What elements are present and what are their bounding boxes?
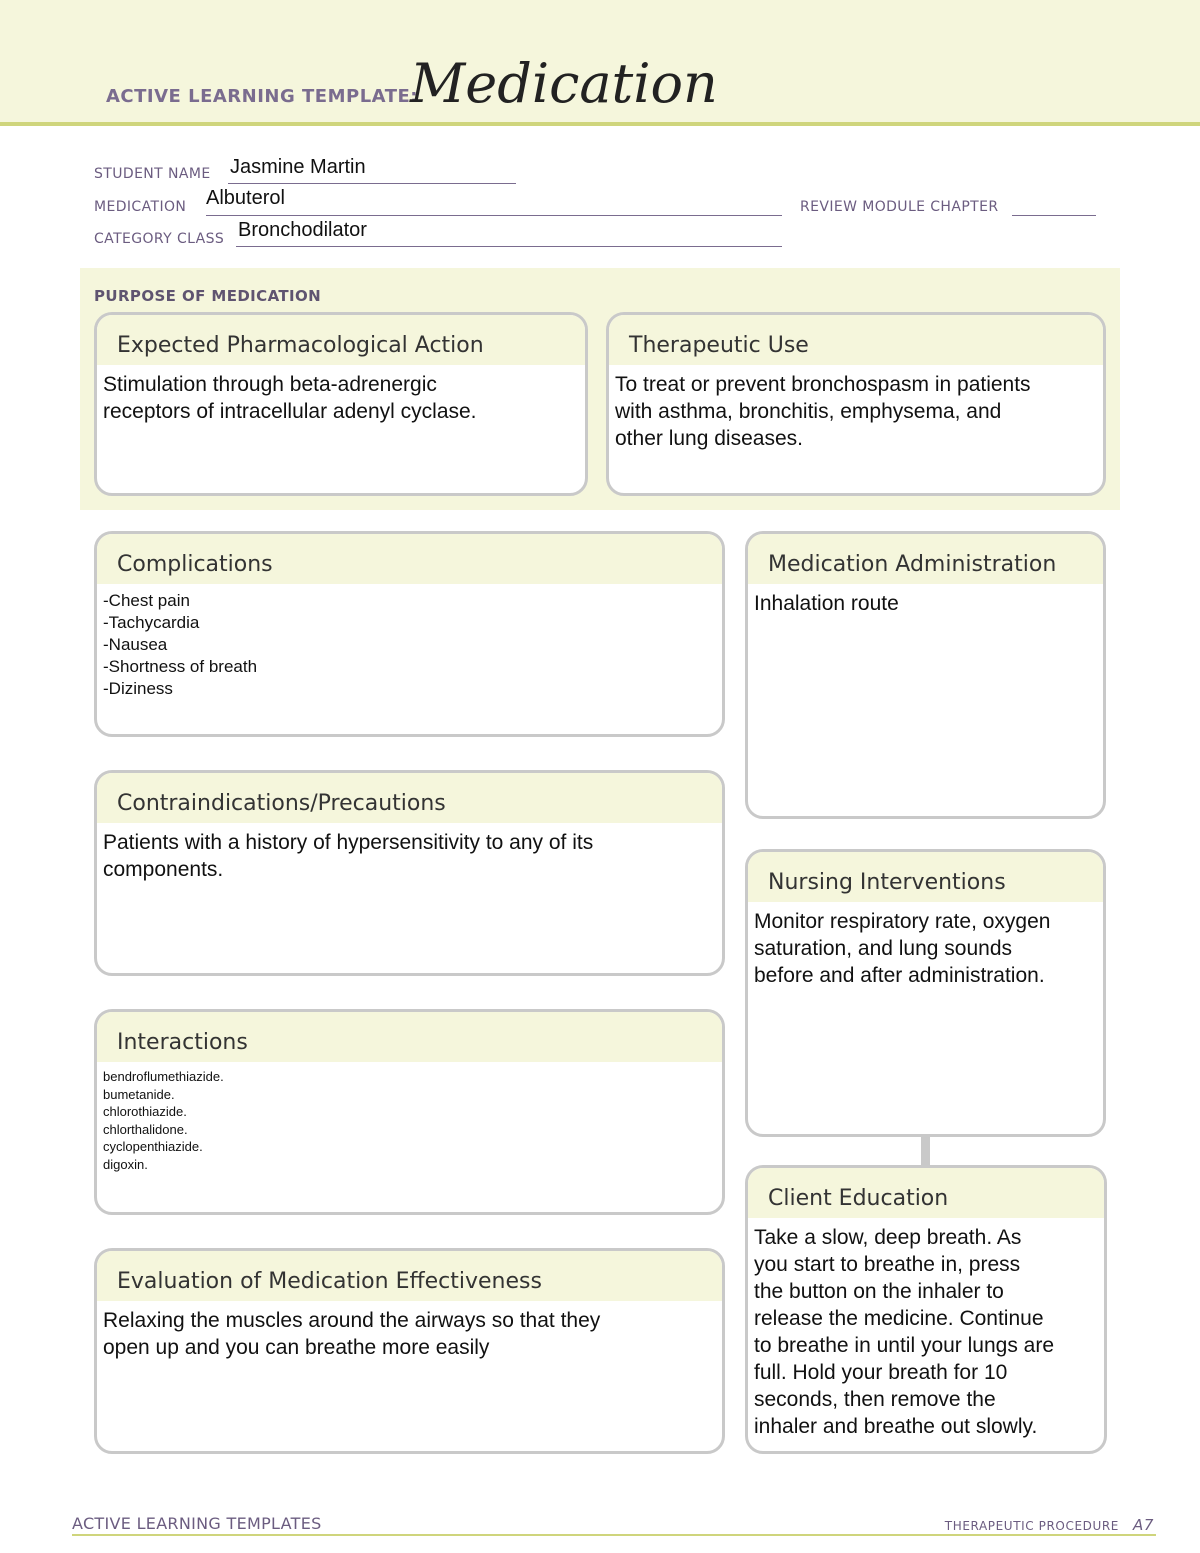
footer-divider	[72, 1534, 1156, 1536]
complications-card	[94, 531, 725, 737]
therapeutic-use-title: Therapeutic Use	[609, 315, 1103, 365]
therapeutic-use-card	[606, 312, 1106, 496]
page-header	[0, 0, 1200, 126]
complications-title: Complications	[97, 534, 722, 584]
medication-label: MEDICATION	[94, 199, 187, 215]
student-name-label: STUDENT NAME	[94, 166, 211, 182]
evaluation-card	[94, 1248, 725, 1454]
category-class-field[interactable]: Bronchodilator	[238, 219, 367, 241]
review-module-field[interactable]	[1012, 215, 1096, 216]
evaluation-body[interactable]: Relaxing the muscles around the airways so that they open up and you can breathe more easily	[103, 1309, 601, 1359]
education-title: Client Education	[748, 1168, 1104, 1218]
page-title: Medication	[410, 52, 718, 115]
administration-title: Medication Administration	[748, 534, 1103, 584]
education-card	[745, 1165, 1107, 1454]
review-module-label: REVIEW MODULE CHAPTER	[800, 199, 999, 215]
education-body[interactable]: Take a slow, deep breath. As you start to breathe in, press the button on the inhaler to release the medicine. Continue to breathe in until your lungs are full. Hold your breath for 10 seconds, then remove the inhaler and breathe out slowly.	[754, 1226, 1055, 1438]
interactions-title: Interactions	[97, 1012, 722, 1062]
footer-right	[945, 1516, 1154, 1534]
medication-field[interactable]: Albuterol	[206, 187, 285, 209]
page-number: A7	[1132, 1516, 1154, 1534]
therapeutic-use-body[interactable]: To treat or prevent bronchospasm in patients with asthma, bronchitis, emphysema, and other lung diseases.	[615, 373, 1031, 450]
evaluation-title: Evaluation of Medication Effectiveness	[97, 1251, 722, 1301]
expected-action-body[interactable]: Stimulation through beta-adrenergic receptors of intracellular adenyl cyclase.	[103, 373, 477, 423]
purpose-label: PURPOSE OF MEDICATION	[94, 287, 322, 305]
interactions-body[interactable]: bendroflumethiazide. bumetanide. chlorothiazide. chlorthalidone. cyclopenthiazide. digoxin.	[103, 1069, 224, 1172]
student-name-line	[228, 183, 516, 184]
footer-section: THERAPEUTIC PROCEDURE	[944, 1519, 1119, 1533]
student-name-field[interactable]: Jasmine Martin	[230, 156, 366, 178]
contraindications-body[interactable]: Patients with a history of hypersensitivity to any of its components.	[103, 831, 594, 881]
nursing-title: Nursing Interventions	[748, 852, 1103, 902]
interactions-card	[94, 1009, 725, 1215]
expected-action-title: Expected Pharmacological Action	[97, 315, 585, 365]
nursing-card	[745, 849, 1106, 1137]
template-label: ACTIVE LEARNING TEMPLATE:	[106, 86, 418, 107]
medication-line	[206, 215, 782, 216]
expected-action-card	[94, 312, 588, 496]
category-class-label: CATEGORY CLASS	[94, 231, 225, 247]
contraindications-card	[94, 770, 725, 976]
connector-bar	[921, 1136, 930, 1166]
nursing-body[interactable]: Monitor respiratory rate, oxygen saturation, and lung sounds before and after administration.	[754, 910, 1051, 987]
administration-card	[745, 531, 1106, 819]
administration-body[interactable]: Inhalation route	[754, 592, 899, 615]
complications-body[interactable]: -Chest pain -Tachycardia -Nausea -Shortness of breath -Diziness	[103, 591, 258, 698]
category-class-line	[236, 246, 782, 247]
contraindications-title: Contraindications/Precautions	[97, 773, 722, 823]
footer-left: ACTIVE LEARNING TEMPLATES	[72, 1514, 322, 1533]
